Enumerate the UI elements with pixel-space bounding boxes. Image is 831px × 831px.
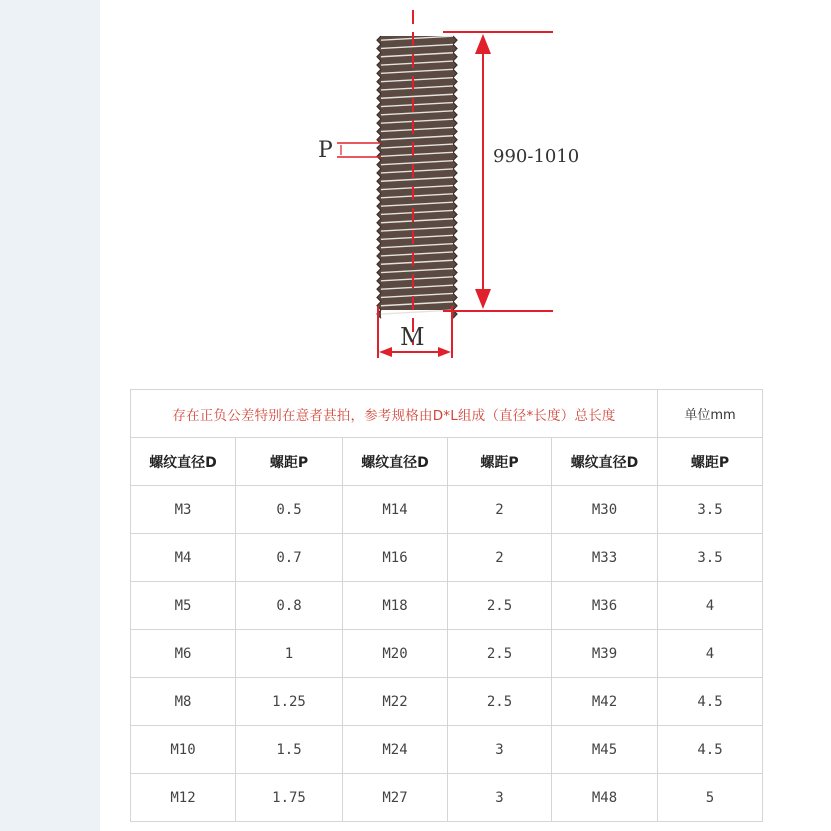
- pitch-value-cell: 3.5: [658, 486, 763, 534]
- table-row: [131, 678, 763, 726]
- threaded-rod-drawing: [0, 0, 831, 370]
- thread-size-cell: M6: [131, 630, 236, 678]
- diameter-arrow-right-icon: [438, 347, 451, 357]
- thread-size-cell: M24: [343, 726, 448, 774]
- thread-spec-table: [130, 389, 763, 822]
- pitch-label: P: [318, 138, 333, 163]
- pitch-value-cell: 4: [658, 630, 763, 678]
- thread-size-cell: M39: [552, 630, 658, 678]
- thread-size-cell: M18: [343, 582, 448, 630]
- header-cell: 螺距P: [236, 438, 343, 486]
- thread-size-cell: M48: [552, 774, 658, 822]
- table-row: [131, 582, 763, 630]
- pitch-value-cell: 1.5: [236, 726, 343, 774]
- pitch-value-cell: 1: [236, 630, 343, 678]
- thread-size-cell: M27: [343, 774, 448, 822]
- header-cell: 螺纹直径D: [131, 438, 236, 486]
- pitch-value-cell: 2: [448, 534, 552, 582]
- length-arrow-down-icon: [475, 289, 491, 309]
- pitch-value-cell: 3.5: [658, 534, 763, 582]
- thread-size-cell: M8: [131, 678, 236, 726]
- header-cell: 螺纹直径D: [552, 438, 658, 486]
- pitch-value-cell: 2.5: [448, 630, 552, 678]
- header-cell: 螺纹直径D: [343, 438, 448, 486]
- thread-size-cell: M22: [343, 678, 448, 726]
- thread-size-cell: M42: [552, 678, 658, 726]
- thread-size-cell: M33: [552, 534, 658, 582]
- unit-label: 单位mm: [658, 390, 763, 438]
- diameter-arrow-left-icon: [379, 347, 392, 357]
- pitch-value-cell: 1.25: [236, 678, 343, 726]
- table-row: [131, 774, 763, 822]
- pitch-value-cell: 4.5: [658, 726, 763, 774]
- length-label: 990-1010: [493, 146, 580, 167]
- thread-size-cell: M14: [343, 486, 448, 534]
- table-row: [131, 486, 763, 534]
- thread-size-cell: M10: [131, 726, 236, 774]
- table-header-row: [131, 438, 763, 486]
- pitch-value-cell: 0.5: [236, 486, 343, 534]
- pitch-value-cell: 3: [448, 726, 552, 774]
- header-cell: 螺距P: [448, 438, 552, 486]
- table-row: [131, 534, 763, 582]
- thread-size-cell: M4: [131, 534, 236, 582]
- pitch-value-cell: 0.8: [236, 582, 343, 630]
- pitch-value-cell: 5: [658, 774, 763, 822]
- thread-size-cell: M45: [552, 726, 658, 774]
- table-note-row: [131, 390, 763, 438]
- table-row: [131, 726, 763, 774]
- pitch-value-cell: 0.7: [236, 534, 343, 582]
- diameter-label: M: [400, 323, 425, 351]
- header-cell: 螺距P: [658, 438, 763, 486]
- pitch-value-cell: 3: [448, 774, 552, 822]
- pitch-value-cell: 1.75: [236, 774, 343, 822]
- thread-size-cell: M3: [131, 486, 236, 534]
- pitch-value-cell: 2: [448, 486, 552, 534]
- pitch-value-cell: 4: [658, 582, 763, 630]
- thread-size-cell: M16: [343, 534, 448, 582]
- tolerance-note: 存在正负公差特别在意者甚拍，参考规格由D*L组成（直径*长度）总长度: [131, 390, 658, 438]
- thread-size-cell: M20: [343, 630, 448, 678]
- thread-size-cell: M36: [552, 582, 658, 630]
- pitch-value-cell: 4.5: [658, 678, 763, 726]
- table-row: [131, 630, 763, 678]
- thread-size-cell: M5: [131, 582, 236, 630]
- pitch-value-cell: 2.5: [448, 582, 552, 630]
- pitch-value-cell: 2.5: [448, 678, 552, 726]
- length-arrow-up-icon: [475, 34, 491, 54]
- thread-highlight: [381, 310, 453, 314]
- thread-size-cell: M12: [131, 774, 236, 822]
- thread-size-cell: M30: [552, 486, 658, 534]
- threaded-rod-diagram: [0, 0, 831, 370]
